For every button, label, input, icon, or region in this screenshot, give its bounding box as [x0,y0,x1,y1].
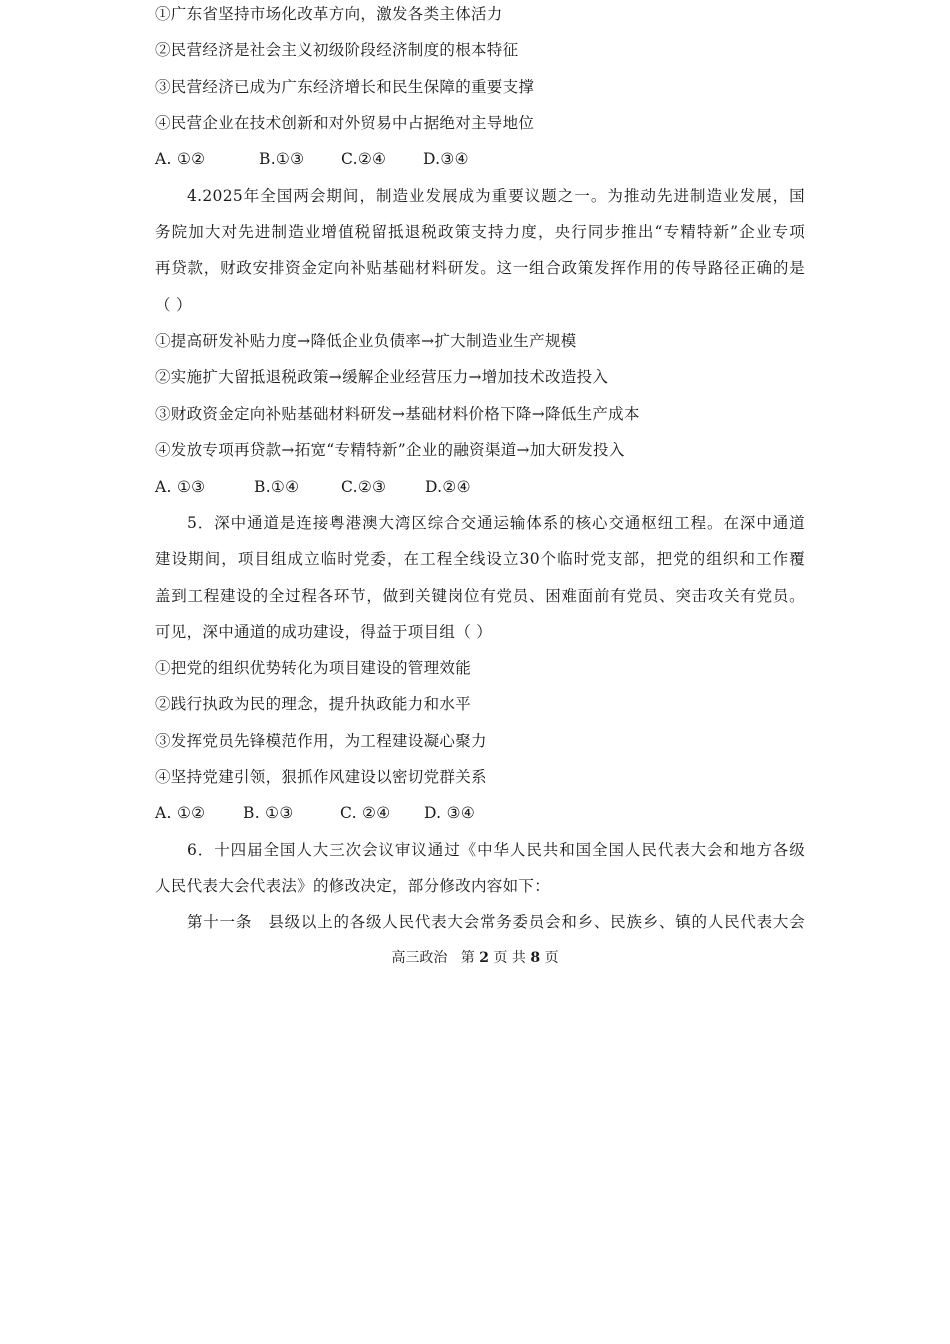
footer-page-prefix: 第 [460,950,475,966]
q5-statement-2: ②践行执政为民的理念，提升执政能力和水平 [155,695,472,713]
q5-answer-choices [155,803,805,823]
q5-statement-1: ①把党的组织优势转化为项目建设的管理效能 [155,659,472,677]
footer-page-total: 8 [530,950,541,966]
q5-statement-3: ③发挥党员先锋模范作用，为工程建设凝心聚力 [155,732,487,750]
q4-answer-blank: （ ） [155,296,192,314]
q5-choice-a: A. ①② [155,804,206,822]
q5-stem-line-3: 盖到工程建设的全过程各环节，做到关键岗位有党员、困难面前有党员、突击攻关有党员。 [155,587,805,605]
q3-statement-4: ④民营企业在技术创新和对外贸易中占据绝对主导地位 [155,114,535,132]
q3-choice-c: C.②④ [341,150,387,168]
q4-choice-c: C.②③ [341,478,387,496]
footer-page-number: 2 [479,950,489,966]
q6-stem-line-2: 人民代表大会代表法》的修改决定，部分修改内容如下： [155,877,551,895]
q4-choice-b: B.①④ [254,478,300,496]
q3-choice-d: D.③④ [423,150,469,168]
q4-choice-d: D.②④ [425,478,471,496]
q3-statement-2: ②民营经济是社会主义初级阶段经济制度的根本特征 [155,41,519,59]
q4-stem-line-3: 再贷款，财政安排资金定向补贴基础材料研发。这一组合政策发挥作用的传导路径正确的是 [155,259,805,277]
footer-page-suffix: 页 [544,950,559,966]
q3-statement-1: ①广东省坚持市场化改革方向，激发各类主体活力 [155,5,503,23]
q4-statement-2: ②实施扩大留抵退税政策→缓解企业经营压力→增加技术改造投入 [155,368,609,386]
q5-choice-d: D. ③④ [424,804,476,822]
q5-stem-line-1: 5．深中通道是连接粤港澳大湾区综合交通运输体系的核心交通枢纽工程。在深中通道 [187,514,805,532]
q4-stem-line-1: 4.2025年全国两会期间，制造业发展成为重要议题之一。为推动先进制造业发展，国 [187,187,805,205]
footer-page-mid: 页 共 [493,950,526,966]
q5-stem-line-2: 建设期间，项目组成立临时党委，在工程全线设立30个临时党支部，把党的组织和工作覆 [155,550,805,568]
q3-choice-a: A. ①② [155,150,206,168]
page-footer [0,948,950,968]
q3-answer-choices [155,149,805,169]
q4-statement-1: ①提高研发补贴力度→降低企业负债率→扩大制造业生产规模 [155,332,577,350]
q6-stem-line-3: 第十一条 县级以上的各级人民代表大会常务委员会和乡、民族乡、镇的人民代表大会 [187,913,805,931]
q4-statement-3: ③财政资金定向补贴基础材料研发→基础材料价格下降→降低生产成本 [155,405,640,423]
q3-statement-3: ③民营经济已成为广东经济增长和民生保障的重要支撑 [155,78,535,96]
q5-statement-4: ④坚持党建引领，狠抓作风建设以密切党群关系 [155,768,487,786]
footer-subject: 高三政治 [391,950,448,966]
q3-choice-b: B.①③ [259,150,305,168]
q4-answer-choices [155,477,805,497]
q4-choice-a: A. ①③ [155,478,206,496]
q5-choice-b: B. ①③ [243,804,294,822]
q5-stem-line-4: 可见，深中通道的成功建设，得益于项目组（ ） [155,623,493,641]
q5-choice-c: C. ②④ [340,804,391,822]
q6-stem-line-1: 6．十四届全国人大三次会议审议通过《中华人民共和国全国人民代表大会和地方各级 [187,841,805,859]
q4-stem-line-2: 务院加大对先进制造业增值税留抵退税政策支持力度，央行同步推出“专精特新”企业专项 [155,223,805,241]
q4-statement-4: ④发放专项再贷款→拓宽“专精特新”企业的融资渠道→加大研发投入 [155,441,625,459]
